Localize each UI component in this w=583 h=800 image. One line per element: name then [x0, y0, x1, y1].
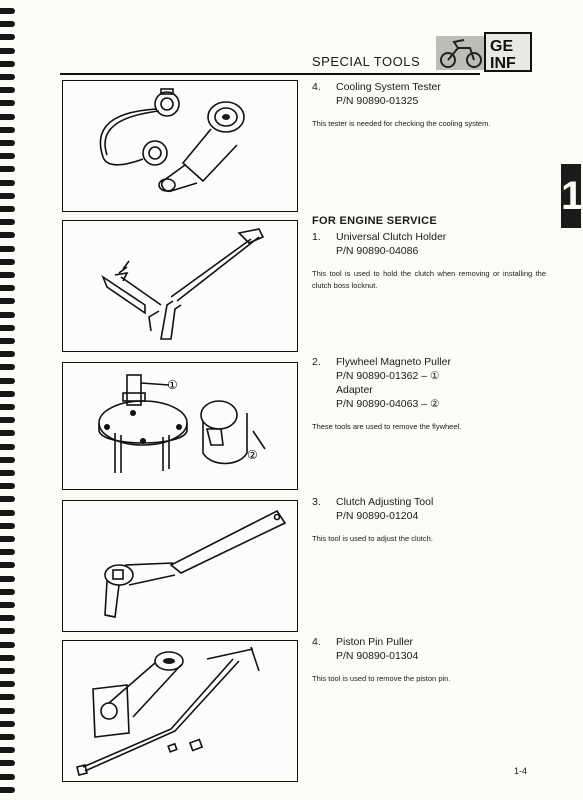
binding-hole — [0, 760, 15, 766]
binding-hole — [0, 430, 15, 436]
binding-hole — [0, 708, 15, 714]
clutch-adjusting-tool-illustration — [62, 500, 298, 632]
tool-entry-clutch-adjusting-tool: 3. Clutch Adjusting Tool P/N 90890-01204 This tool is used to adjust the clutch. — [312, 495, 546, 545]
binding-hole — [0, 734, 15, 740]
binding-hole — [0, 153, 15, 159]
part-number: P/N 90890-01204 — [336, 510, 419, 522]
part-number: P/N 90890-04086 — [336, 245, 419, 257]
binding-hole — [0, 483, 15, 489]
binding-hole — [0, 642, 15, 648]
tool-entry-universal-clutch-holder: 1. Universal Clutch Holder P/N 90890-04086 This tool is used to hold the clutch when removing or installing the clutch boss locknut. — [312, 231, 546, 290]
svg-text:INF: INF — [490, 55, 516, 72]
binding-hole — [0, 285, 15, 291]
binding-hole — [0, 61, 15, 67]
binding-hole — [0, 246, 15, 252]
binding-hole — [0, 100, 15, 106]
binding-hole — [0, 615, 15, 621]
piston-pin-puller-illustration — [62, 640, 298, 782]
binding-hole — [0, 298, 15, 304]
binding-hole — [0, 549, 15, 555]
binding-hole — [0, 364, 15, 370]
cooling-system-tester-illustration — [62, 80, 298, 212]
universal-clutch-holder-illustration — [62, 220, 298, 352]
binding-hole — [0, 562, 15, 568]
binding-hole — [0, 576, 15, 582]
binding-hole — [0, 496, 15, 502]
adapter-name: Adapter — [336, 384, 373, 396]
part-number: P/N 90890-01304 — [336, 650, 419, 662]
binding-hole — [0, 457, 15, 463]
tool-name: Piston Pin Puller — [336, 636, 414, 648]
adapter-part-number: P/N 90890-04063 – ② — [336, 398, 440, 410]
binding-hole — [0, 166, 15, 172]
binding-hole — [0, 232, 15, 238]
part-number: P/N 90890-01325 — [336, 95, 419, 107]
binding-hole — [0, 114, 15, 120]
binding-hole — [0, 259, 15, 265]
binding-hole — [0, 628, 15, 634]
binding-hole — [0, 312, 15, 318]
binding-hole — [0, 338, 15, 344]
section-heading: FOR ENGINE SERVICE — [312, 215, 437, 227]
tool-name: Universal Clutch Holder — [336, 231, 447, 243]
tool-entry-piston-pin-puller: 4. Piston Pin Puller P/N 90890-01304 This tool is used to remove the piston pin. — [312, 635, 546, 685]
callout-2: ② — [247, 448, 258, 462]
binding-hole — [0, 219, 15, 225]
binding-hole — [0, 668, 15, 674]
tool-description: This tool is used to adjust the clutch. — [312, 534, 433, 543]
tool-name: Cooling System Tester — [336, 81, 441, 93]
tool-entry-flywheel-magneto-puller: 2. Flywheel Magneto Puller P/N 90890-01362 – ① Adapter P/N 90890-04063 – ② These tools are used to remove the flywheel. — [312, 355, 546, 433]
binding-hole — [0, 444, 15, 450]
page-number: 1-4 — [514, 766, 528, 776]
binding-hole — [0, 721, 15, 727]
tool-entry-cooling-system-tester: 4. Cooling System Tester P/N 90890-01325 This tester is needed for checking the cooling system. — [312, 80, 546, 130]
binding-hole — [0, 589, 15, 595]
binding-hole — [0, 787, 15, 793]
binding-hole — [0, 681, 15, 687]
binding-hole — [0, 272, 15, 278]
binding-hole — [0, 180, 15, 186]
tool-name: Flywheel Magneto Puller — [336, 356, 451, 368]
binding-hole — [0, 87, 15, 93]
binding-hole — [0, 391, 15, 397]
binding-hole — [0, 536, 15, 542]
callout-1: ① — [167, 378, 178, 392]
part-number: P/N 90890-01362 – ① — [336, 370, 440, 382]
flywheel-puller-illustration — [62, 362, 298, 490]
binding-hole — [0, 523, 15, 529]
binding-hole — [0, 417, 15, 423]
binding-hole — [0, 404, 15, 410]
binding-hole — [0, 193, 15, 199]
binding-hole — [0, 206, 15, 212]
svg-text:GE: GE — [490, 38, 514, 55]
binding-hole — [0, 774, 15, 780]
binding-holes — [0, 0, 16, 800]
binding-hole — [0, 602, 15, 608]
binding-hole — [0, 8, 15, 14]
tool-name: Clutch Adjusting Tool — [336, 496, 434, 508]
binding-hole — [0, 747, 15, 753]
binding-hole — [0, 378, 15, 384]
binding-hole — [0, 351, 15, 357]
binding-hole — [0, 48, 15, 54]
binding-hole — [0, 21, 15, 27]
tool-description: This tool is used to remove the piston pin. — [312, 674, 451, 683]
binding-hole — [0, 325, 15, 331]
binding-hole — [0, 470, 15, 476]
header-rule — [60, 73, 480, 75]
binding-hole — [0, 34, 15, 40]
binding-hole — [0, 127, 15, 133]
binding-hole — [0, 655, 15, 661]
binding-hole — [0, 74, 15, 80]
binding-hole — [0, 140, 15, 146]
binding-hole — [0, 694, 15, 700]
chapter-tab: 1 — [561, 164, 581, 228]
tool-description: This tool is used to hold the clutch when removing or installing the clutch boss locknut. — [312, 269, 546, 290]
page-title: SPECIAL TOOLS — [312, 54, 421, 69]
tool-description: These tools are used to remove the flywheel. — [312, 422, 462, 431]
tool-description: This tester is needed for checking the cooling system. — [312, 119, 491, 128]
binding-hole — [0, 510, 15, 516]
